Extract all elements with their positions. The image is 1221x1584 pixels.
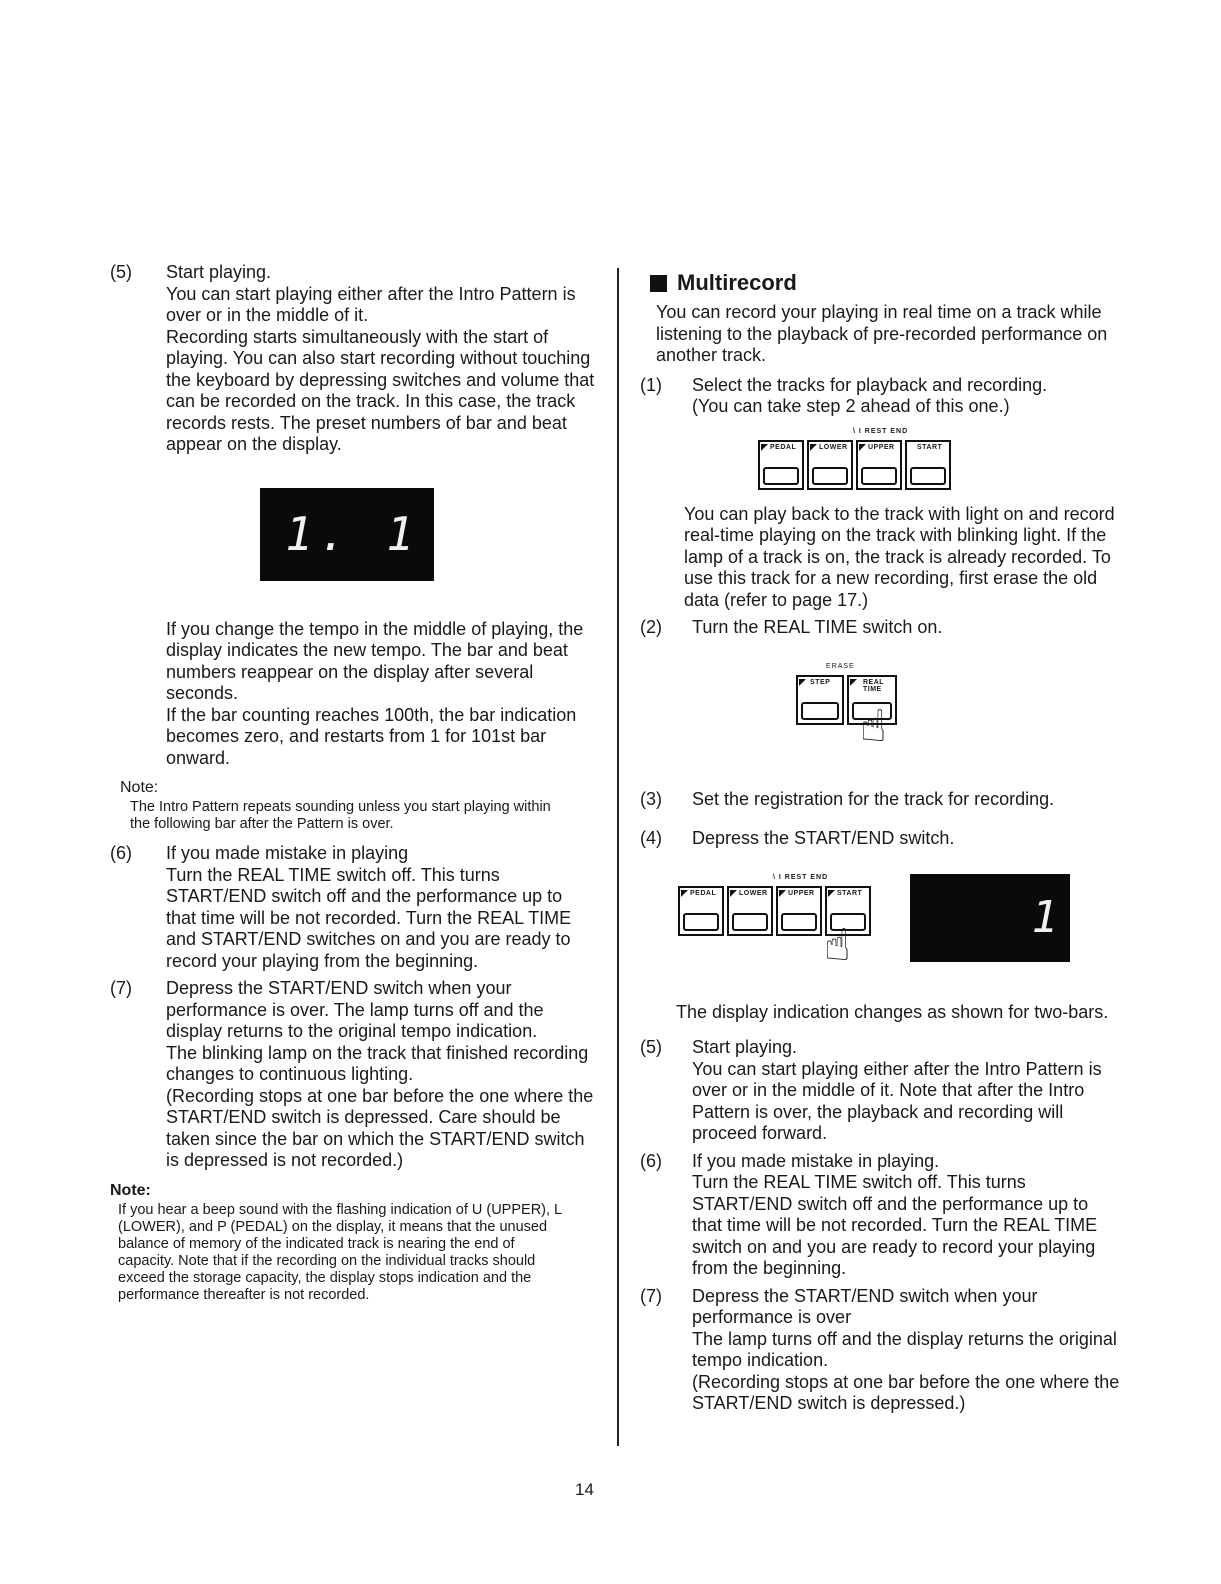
switch-label: REAL TIME	[863, 678, 884, 693]
switch-label: LOWER	[739, 889, 768, 897]
track-switch-group	[758, 427, 954, 490]
switch-label: START	[837, 889, 863, 897]
track-switch-panel	[758, 427, 1120, 490]
lamp-triangle-icon	[850, 679, 857, 686]
switch-button	[861, 467, 897, 485]
step-number: (1)	[640, 374, 662, 395]
tempo-paragraph	[110, 619, 595, 770]
step-text: (Recording stops at one bar before the one where the START/END switch is depressed.)	[692, 1371, 1120, 1413]
step-text: You can start playing either after the Intro Pattern is over or in the middle of it.	[166, 283, 576, 325]
step-text: Depress the START/END switch.	[692, 828, 955, 848]
led-display	[910, 874, 1070, 962]
section-title-text: Multirecord	[677, 270, 797, 295]
right-step-2	[640, 617, 1120, 639]
start-end-switch[interactable]	[905, 440, 951, 490]
switch-label: PEDAL	[690, 889, 717, 897]
step-4-explanation	[640, 1002, 1120, 1024]
note-heading: Note:	[110, 1181, 151, 1199]
step-text: Recording starts simultaneously with the start of playing. You can also start recording without touching the keyboard by depressing switches and volume that can be recorded on the track. In this case, the track records rests. The preset numbers of bar and beat appear on the display.	[166, 326, 595, 454]
section-title	[650, 270, 1120, 296]
step-text: The lamp turns off and the display returns the original tempo indication.	[692, 1328, 1117, 1370]
lamp-triangle-icon	[828, 890, 835, 897]
lower-track-switch[interactable]	[727, 886, 773, 936]
paragraph-text: You can play back to the track with light on and record real-time playing on the track with blinking light. If the lamp of a track is on, the track is already recorded. To use this track for a new recording, first erase the old data (refer to page 17.)	[684, 503, 1115, 610]
left-step-5	[110, 262, 595, 456]
display-readout: 1. 1	[285, 507, 420, 561]
lamp-triangle-icon	[730, 890, 737, 897]
step-heading: Depress the START/END switch when your performance is over. The lamp turns off and the display returns to the original tempo indication.	[166, 978, 544, 1041]
step-text: (Recording stops at one bar before the one where the START/END switch is depressed. Care should be taken since the bar on which the START/END switch is depressed is not recorded.)	[166, 1085, 594, 1170]
right-step-1	[640, 375, 1120, 418]
intro-paragraph: You can record your playing in real time on a track while listening to the playback of pre-recorded performance on another track.	[656, 302, 1108, 365]
step-heading: If you made mistake in playing	[166, 843, 409, 863]
page-number: 14	[575, 1480, 594, 1499]
switch-button	[801, 702, 839, 720]
led-display	[260, 488, 434, 581]
upper-track-switch[interactable]	[776, 886, 822, 936]
lamp-triangle-icon	[859, 444, 866, 451]
paragraph-text: If you change the tempo in the middle of playing, the display indicates the new tempo. The bar and beat numbers reappear on the display after several seconds.	[166, 618, 584, 703]
step-text: You can start playing either after the Intro Pattern is over or in the middle of it. Note that after the Intro Pattern is over, the playback and recording will proceed forward.	[692, 1058, 1102, 1143]
note-text: If you hear a beep sound with the flashing indication of U (UPPER), L (LOWER), and P (PEDAL) on the display, it means that the unused balance of memory of the indicated track is nearing the end of capacity. Note that if the recording on the individual tracks should exceed the storage capacity, the display stops indication and the performance thereafter is not recorded.	[118, 1201, 562, 1303]
step-text: Turn the REAL TIME switch off. This turns START/END switch off and the performance up to that time will be not recorded. Turn the REAL TIME and START/END switches on and you are ready to record your playing from the beginning.	[166, 864, 572, 971]
mode-switch-group	[796, 662, 900, 751]
pointing-finger-icon: ☝	[860, 701, 887, 751]
step-number: (2)	[640, 617, 662, 637]
note-heading: Note:	[120, 779, 159, 796]
switch-label: START	[917, 443, 943, 451]
step-number: (6)	[110, 843, 132, 863]
panel-top-labels: \ I REST END	[773, 873, 829, 881]
step-heading: Start playing.	[166, 262, 272, 282]
left-step-7	[110, 978, 595, 1172]
upper-track-switch[interactable]	[856, 440, 902, 490]
left-column	[110, 262, 595, 1314]
start-end-panel	[678, 874, 1120, 994]
track-switch-group	[678, 873, 874, 970]
display-readout: 1	[1031, 892, 1058, 943]
switch-label: UPPER	[788, 889, 815, 897]
lamp-triangle-icon	[908, 444, 915, 451]
step-number: (7)	[640, 1285, 662, 1306]
right-step-3	[640, 789, 1120, 811]
step-number: (6)	[640, 1150, 662, 1171]
pedal-track-switch[interactable]	[758, 440, 804, 490]
note-text: The Intro Pattern repeats sounding unless you start playing within the following bar after the Pattern is over.	[130, 799, 551, 832]
right-step-5	[640, 1037, 1120, 1145]
switch-button	[763, 467, 799, 485]
switch-label: UPPER	[868, 443, 895, 451]
switch-button	[812, 467, 848, 485]
step-text: The blinking lamp on the track that finished recording changes to continuous lighting.	[166, 1042, 589, 1084]
step-number: (5)	[640, 1037, 662, 1057]
step-text: Turn the REAL TIME switch off. This turns START/END switch off and the performance up to that time will be not recorded. Turn the REAL TIME switch on and you are ready to record your playing from the beginning.	[692, 1172, 1098, 1278]
erase-label: ERASE	[826, 662, 855, 670]
panel-top-labels: \ I REST END	[853, 427, 909, 435]
lower-track-switch[interactable]	[807, 440, 853, 490]
switch-button	[683, 913, 719, 931]
switch-label: LOWER	[819, 443, 848, 451]
step-heading: Depress the START/END switch when your performance is over	[692, 1285, 1038, 1327]
column-divider	[617, 268, 619, 1446]
mode-switch-panel	[796, 661, 1120, 779]
right-step-4	[640, 828, 1120, 850]
lamp-triangle-icon	[681, 890, 688, 897]
pointing-finger-icon: ☝	[824, 920, 851, 970]
switch-label: STEP	[810, 678, 831, 686]
step-text: Set the registration for the track for recording.	[692, 788, 1055, 809]
switch-button	[732, 913, 768, 931]
step-text: (You can take step 2 ahead of this one.)	[692, 396, 1010, 416]
paragraph-text: The display indication changes as shown for two-bars.	[676, 1001, 1109, 1022]
paragraph-text: If the bar counting reaches 100th, the bar indication becomes zero, and restarts from 1 for 101st bar onward.	[166, 704, 577, 768]
switch-button	[781, 913, 817, 931]
step-number: (5)	[110, 262, 132, 282]
square-bullet-icon	[650, 275, 667, 292]
lamp-triangle-icon	[799, 679, 806, 686]
step-text: Turn the REAL TIME switch on.	[692, 617, 943, 637]
step-number: (3)	[640, 788, 662, 809]
lamp-triangle-icon	[810, 444, 817, 451]
lamp-triangle-icon	[761, 444, 768, 451]
switch-button	[910, 467, 946, 485]
step-number: (4)	[640, 828, 662, 848]
lamp-triangle-icon	[779, 890, 786, 897]
left-step-6	[110, 843, 595, 972]
step-number: (7)	[110, 978, 132, 998]
switch-label: PEDAL	[770, 443, 797, 451]
step-heading: Select the tracks for playback and recording.	[692, 374, 1048, 395]
right-step-6	[640, 1151, 1120, 1280]
step-switch[interactable]	[796, 675, 844, 725]
right-step-7	[640, 1286, 1120, 1415]
step-heading: Start playing.	[692, 1037, 798, 1057]
step-heading: If you made mistake in playing.	[692, 1150, 940, 1171]
pedal-track-switch[interactable]	[678, 886, 724, 936]
step-1-explanation	[640, 504, 1120, 612]
right-column	[640, 262, 1120, 1421]
